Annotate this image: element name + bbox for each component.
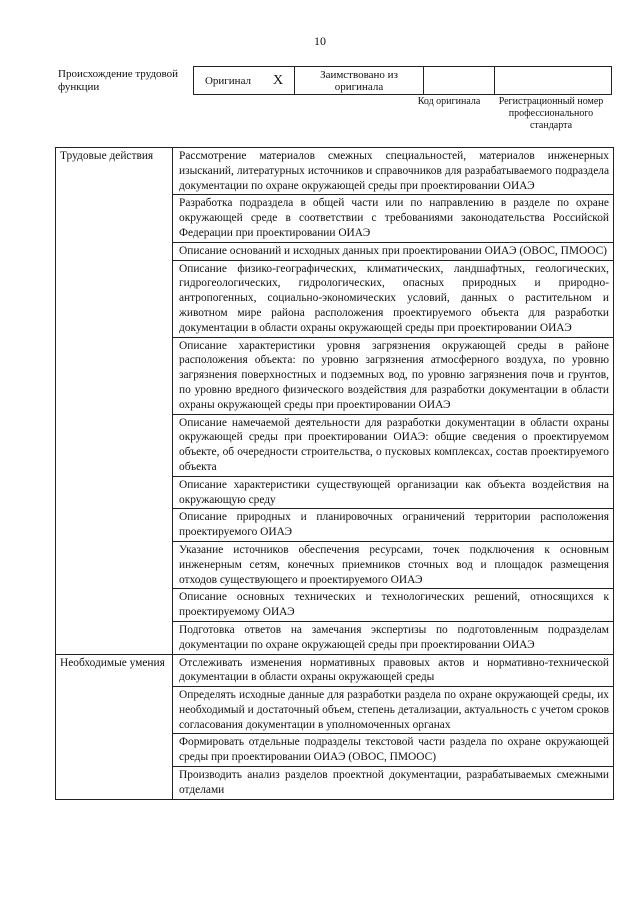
- item-text: Описание природных и планировочных ограничений территории расположения проектируемого ОИАЭ: [173, 509, 614, 542]
- item-text: Определять исходные данные для разработки раздела по охране окружающей среды, их необходимый и достаточный объем, степень детализации, актуальность с учетом сроков согласования документации в уполномоченных органах: [173, 687, 614, 734]
- table-row: [56, 148, 614, 195]
- table-row: [56, 654, 614, 687]
- item-text: Указание источников обеспечения ресурсами, точек подключения к основным инженерным сетям, конечных приемников сточных вод и площадок размещения отходов существующего и проектируемого ОИАЭ: [173, 541, 614, 588]
- reg-number-caption: Регистрационный номер профессионального стандарта: [498, 96, 604, 131]
- item-text: Описание физико-географических, климатических, ландшафтных, геологических, гидрогеологических, гидрологических, опасных природных и природно-антропогенных, социально-экономических условий, данных о растительном и животном мире района расположения проектируемого объекта для разработки документации в области охраны окружающей среды при проектировании ОИАЭ: [173, 260, 614, 337]
- original-mark: Х: [262, 67, 295, 95]
- item-text: Описание основных технических и технологических решений, относящихся к проектируемому ОИАЭ: [173, 589, 614, 622]
- reg-number-cell: [495, 67, 612, 95]
- section-label: Необходимые умения: [56, 654, 173, 799]
- item-text: Описание характеристики уровня загрязнения окружающей среды в районе расположения объекта: по уровню загрязнения атмосферного воздуха, по уровню загрязнения поверхностных и подземных вод, по уровню загрязнения почв и грунтов, по уровню вредного физического воздействия для разработки документации в области охраны окружающей среды при проектировании ОИАЭ: [173, 337, 614, 414]
- item-text: Формировать отдельные подразделы текстовой части раздела по охране окружающей среды при проектировании ОИАЭ (ОВОС, ПМООС): [173, 734, 614, 767]
- section-label: Трудовые действия: [56, 148, 173, 655]
- borrowed-cell: Заимствовано из оригинала: [295, 67, 424, 95]
- page-number: 10: [314, 34, 326, 48]
- function-table: [55, 147, 614, 800]
- original-cell: Оригинал: [194, 67, 263, 95]
- item-text: Описание оснований и исходных данных при проектировании ОИАЭ (ОВОС, ПМООС): [173, 242, 614, 260]
- origin-label: Происхождение трудовой функции: [58, 68, 179, 93]
- item-text: Производить анализ разделов проектной документации, разрабатываемых смежными отделами: [173, 767, 614, 800]
- item-text: Разработка подраздела в общей части или по направлению в разделе по охране окружающей среде в соответствии с требованиями законодательства Российской Федерации при проектировании ОИАЭ: [173, 195, 614, 242]
- item-text: Рассмотрение материалов смежных специальностей, материалов инженерных изысканий, литературных источников и справочников для разрабатываемого подраздела документации по охране окружающей среды при проектировании ОИАЭ: [173, 148, 614, 195]
- item-text: Описание характеристики существующей организации как объекта воздействия на окружающую среду: [173, 476, 614, 509]
- item-text: Отслеживать изменения нормативных правовых актов и нормативно-технической документации в области охраны окружающей среды: [173, 654, 614, 687]
- item-text: Подготовка ответов на замечания экспертизы по подготовленным подразделам документации по охране окружающей среды при проектировании ОИАЭ: [173, 621, 614, 654]
- code-caption: Код оригинала: [417, 96, 481, 107]
- code-cell: [424, 67, 495, 95]
- origin-table: [193, 66, 612, 95]
- item-text: Описание намечаемой деятельности для разработки документации в области охраны окружающей среды при проектировании ОИАЭ: общие сведения о проектируемом объекте, об очередности строительства, о пусковых комплексах, состав проектируемого объекта: [173, 414, 614, 476]
